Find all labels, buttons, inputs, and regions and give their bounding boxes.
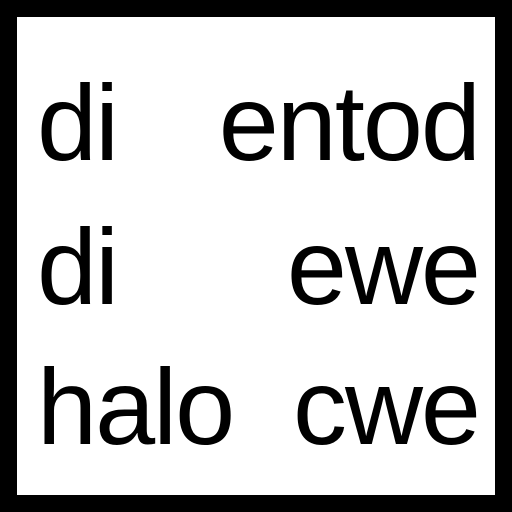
line-3-left-word: halo — [37, 346, 234, 467]
text-panel — [17, 17, 495, 495]
line-1-right-word: entod — [218, 62, 479, 183]
line-3-right-word: cwe — [292, 346, 479, 467]
line-2-left-word: di — [37, 206, 118, 327]
line-2-right-word: ewe — [286, 206, 479, 327]
line-1-left-word: di — [37, 62, 118, 183]
